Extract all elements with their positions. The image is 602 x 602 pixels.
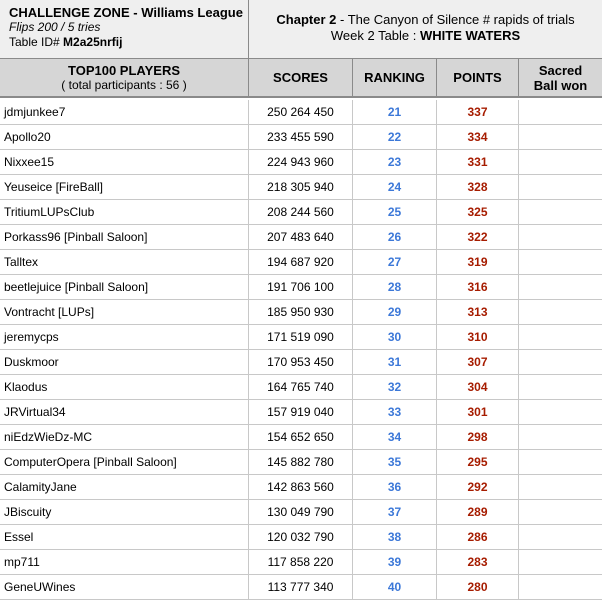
header-players — [0, 59, 249, 96]
table-row — [0, 500, 602, 525]
player-score: 170 953 450 — [249, 350, 353, 374]
player-name: JBiscuity — [0, 500, 249, 524]
player-sacred-ball — [519, 575, 602, 599]
player-name: beetlejuice [Pinball Saloon] — [0, 275, 249, 299]
chapter-title: The Canyon of Silence # rapids of trials — [347, 12, 575, 27]
player-name: jeremycps — [0, 325, 249, 349]
table-row — [0, 550, 602, 575]
table-row — [0, 250, 602, 275]
player-ranking: 40 — [353, 575, 437, 599]
table-id — [9, 35, 248, 50]
player-sacred-ball — [519, 400, 602, 424]
player-score: 145 882 780 — [249, 450, 353, 474]
table-row — [0, 150, 602, 175]
player-points: 307 — [437, 350, 519, 374]
league-name: Williams League — [141, 5, 243, 20]
player-points: 295 — [437, 450, 519, 474]
table-row — [0, 450, 602, 475]
player-name: Duskmoor — [0, 350, 249, 374]
player-ranking: 22 — [353, 125, 437, 149]
player-score: 157 919 040 — [249, 400, 353, 424]
player-points: 298 — [437, 425, 519, 449]
points-label: POINTS — [453, 70, 502, 85]
player-points: 313 — [437, 300, 519, 324]
player-name: Essel — [0, 525, 249, 549]
player-points: 337 — [437, 100, 519, 124]
player-sacred-ball — [519, 150, 602, 174]
player-ranking: 21 — [353, 100, 437, 124]
player-ranking: 25 — [353, 200, 437, 224]
ball-label-1: Sacred — [538, 62, 583, 78]
player-score: 191 706 100 — [249, 275, 353, 299]
player-score: 154 652 650 — [249, 425, 353, 449]
player-points: 328 — [437, 175, 519, 199]
player-points: 310 — [437, 325, 519, 349]
flips-info: Flips 200 / 5 tries — [9, 20, 101, 34]
table-row — [0, 425, 602, 450]
player-sacred-ball — [519, 175, 602, 199]
week-label: Week 2 Table : — [330, 28, 417, 43]
table-row — [0, 125, 602, 150]
player-ranking: 23 — [353, 150, 437, 174]
player-score: 218 305 940 — [249, 175, 353, 199]
player-name: Klaodus — [0, 375, 249, 399]
table-row — [0, 275, 602, 300]
player-points: 319 — [437, 250, 519, 274]
player-score: 207 483 640 — [249, 225, 353, 249]
player-name: niEdzWieDz-MC — [0, 425, 249, 449]
player-sacred-ball — [519, 525, 602, 549]
table-row — [0, 325, 602, 350]
info-banner — [0, 0, 602, 59]
player-sacred-ball — [519, 550, 602, 574]
player-name: GeneUWines — [0, 575, 249, 599]
header-points — [437, 59, 519, 96]
player-ranking: 30 — [353, 325, 437, 349]
player-sacred-ball — [519, 125, 602, 149]
table-row — [0, 375, 602, 400]
week-line — [249, 28, 602, 44]
player-name: Talltex — [0, 250, 249, 274]
player-ranking: 32 — [353, 375, 437, 399]
player-ranking: 29 — [353, 300, 437, 324]
table-row — [0, 350, 602, 375]
player-ranking: 24 — [353, 175, 437, 199]
scores-label: SCORES — [273, 70, 328, 85]
player-points: 286 — [437, 525, 519, 549]
zone-title: CHALLENGE ZONE - Williams League — [9, 5, 243, 20]
player-ranking: 33 — [353, 400, 437, 424]
player-sacred-ball — [519, 375, 602, 399]
chapter-info — [249, 0, 602, 58]
player-name: Vontracht [LUPs] — [0, 300, 249, 324]
player-points: 316 — [437, 275, 519, 299]
player-sacred-ball — [519, 425, 602, 449]
player-score: 208 244 560 — [249, 200, 353, 224]
player-ranking: 38 — [353, 525, 437, 549]
player-score: 171 519 090 — [249, 325, 353, 349]
player-sacred-ball — [519, 500, 602, 524]
player-name: JRVirtual34 — [0, 400, 249, 424]
player-name: ComputerOpera [Pinball Saloon] — [0, 450, 249, 474]
player-ranking: 35 — [353, 450, 437, 474]
chapter-line: Chapter 2 - The Canyon of Silence # rapids of trials — [276, 12, 575, 27]
player-sacred-ball — [519, 475, 602, 499]
player-points: 283 — [437, 550, 519, 574]
player-sacred-ball — [519, 225, 602, 249]
chapter-label: Chapter 2 — [276, 12, 337, 27]
player-sacred-ball — [519, 325, 602, 349]
player-name: CalamityJane — [0, 475, 249, 499]
player-name: TritiumLUPsClub — [0, 200, 249, 224]
player-points: 334 — [437, 125, 519, 149]
player-score: 185 950 930 — [249, 300, 353, 324]
league-info — [0, 0, 249, 58]
table-row — [0, 300, 602, 325]
player-points: 322 — [437, 225, 519, 249]
player-sacred-ball — [519, 100, 602, 124]
table-row — [0, 225, 602, 250]
participants-count: ( total participants : 56 ) — [61, 77, 187, 92]
player-sacred-ball — [519, 300, 602, 324]
player-ranking: 36 — [353, 475, 437, 499]
player-sacred-ball — [519, 200, 602, 224]
table-row — [0, 100, 602, 125]
column-headers — [0, 59, 602, 98]
player-score: 224 943 960 — [249, 150, 353, 174]
player-points: 304 — [437, 375, 519, 399]
player-ranking: 31 — [353, 350, 437, 374]
zone-label: CHALLENGE ZONE — [9, 5, 130, 20]
player-points: 325 — [437, 200, 519, 224]
table-name: WHITE WATERS — [420, 28, 521, 43]
player-points: 289 — [437, 500, 519, 524]
player-ranking: 26 — [353, 225, 437, 249]
player-score: 120 032 790 — [249, 525, 353, 549]
player-score: 117 858 220 — [249, 550, 353, 574]
player-name: jdmjunkee7 — [0, 100, 249, 124]
player-ranking: 37 — [353, 500, 437, 524]
table-row — [0, 475, 602, 500]
ball-label-2: Ball won — [533, 77, 588, 93]
table-row — [0, 175, 602, 200]
player-name: mp711 — [0, 550, 249, 574]
table-id-value: M2a25nrfij — [63, 35, 123, 49]
player-sacred-ball — [519, 275, 602, 299]
player-points: 331 — [437, 150, 519, 174]
player-score: 142 863 560 — [249, 475, 353, 499]
player-score: 250 264 450 — [249, 100, 353, 124]
ranking-label: RANKING — [364, 70, 425, 85]
player-ranking: 34 — [353, 425, 437, 449]
player-score: 233 455 590 — [249, 125, 353, 149]
header-scores — [249, 59, 353, 96]
player-score: 113 777 340 — [249, 575, 353, 599]
player-name: Yeuseice [FireBall] — [0, 175, 249, 199]
player-rows — [0, 100, 602, 600]
table-row — [0, 575, 602, 600]
table-row — [0, 200, 602, 225]
table-row — [0, 400, 602, 425]
player-ranking: 39 — [353, 550, 437, 574]
player-sacred-ball — [519, 250, 602, 274]
table-id-label: Table ID# — [9, 35, 60, 49]
player-name: Porkass96 [Pinball Saloon] — [0, 225, 249, 249]
player-name: Apollo20 — [0, 125, 249, 149]
player-points: 301 — [437, 400, 519, 424]
player-name: Nixxee15 — [0, 150, 249, 174]
header-sacred-ball — [519, 59, 602, 96]
player-score: 130 049 790 — [249, 500, 353, 524]
table-row — [0, 525, 602, 550]
player-ranking: 27 — [353, 250, 437, 274]
player-points: 292 — [437, 475, 519, 499]
player-score: 194 687 920 — [249, 250, 353, 274]
player-points: 280 — [437, 575, 519, 599]
player-sacred-ball — [519, 450, 602, 474]
player-ranking: 28 — [353, 275, 437, 299]
players-label: TOP100 PLAYERS — [68, 62, 180, 78]
player-score: 164 765 740 — [249, 375, 353, 399]
player-sacred-ball — [519, 350, 602, 374]
header-ranking — [353, 59, 437, 96]
